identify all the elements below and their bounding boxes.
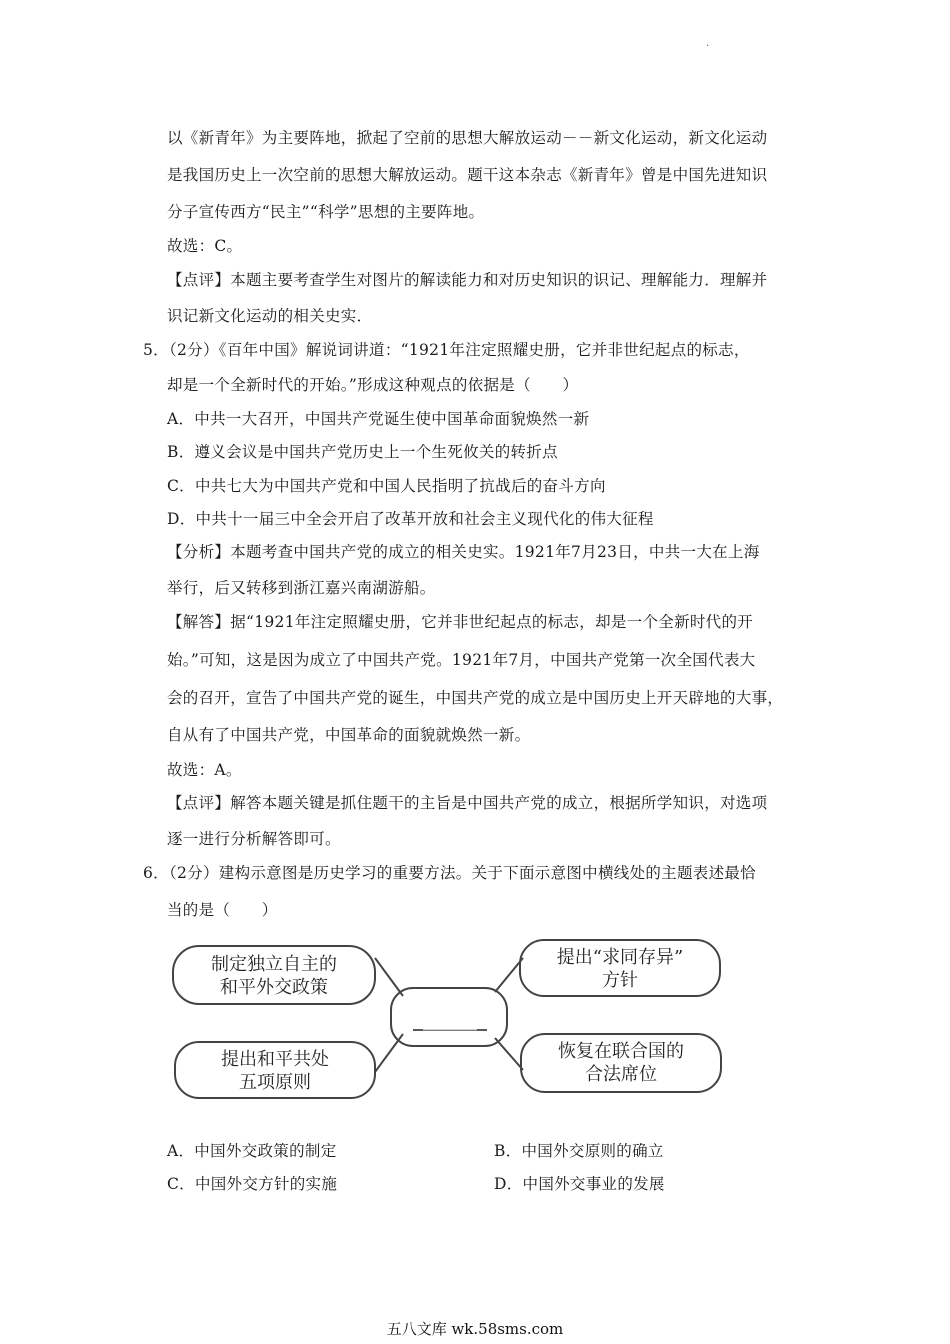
concept-diagram [165,930,735,1115]
footer-watermark: 五八文库 wk.58sms.com [386,1320,564,1338]
question-5-stem: 5．（2分）《百年中国》解说词讲道：“1921年注定照耀史册，它并非世纪起点的标志， [143,341,750,359]
answer-line: 故选：C。 [167,237,243,255]
header-mark: . [706,38,710,49]
top-right-line1: 提出“求同存异” [556,947,684,968]
question-5-stem-cont: 却是一个全新时代的开始。”形成这种观点的依据是（ ） [167,376,579,394]
answer-line: 故选：A。 [167,761,242,779]
question-5-option-a: A．中共一大召开，中国共产党诞生使中国革命面貌焕然一新 [167,410,590,428]
center-blank: ______ [423,1010,477,1031]
top-right-line2: 方针 [602,970,638,991]
top-left-line1: 制定独立自主的 [211,954,337,975]
question-5-option-c: C．中共七大为中国共产党和中国人民指明了抗战后的奋斗方向 [167,477,606,495]
bottom-left-line2: 五项原则 [239,1072,311,1093]
top-left-line2: 和平外交政策 [220,977,328,998]
bottom-right-line2: 合法席位 [585,1064,657,1085]
question-6-option-b: B．中国外交原则的确立 [494,1142,664,1160]
connector-top-right [495,958,523,992]
bottom-left-line1: 提出和平共处 [221,1049,329,1070]
connector-bottom-right [495,1038,523,1070]
text-line: 是我国历史上一次空前的思想大解放运动。题干这本杂志《新青年》曾是中国先进知识 [167,166,768,184]
question-6-option-c: C．中国外交方针的实施 [167,1175,338,1193]
analysis-line: 【分析】本题考查中国共产党的成立的相关史实。1921年7月23日，中共一大在上海 [167,543,760,561]
text-line: 分子宣传西方“民主”“科学”思想的主要阵地。 [167,203,485,221]
question-6-option-a: A．中国外交政策的制定 [167,1142,337,1160]
text-line: 始。”可知，这是因为成立了中国共产党。1921年7月，中国共产党第一次全国代表大 [167,651,756,669]
question-6-option-d: D．中国外交事业的发展 [494,1175,665,1193]
text-line: 会的召开，宣告了中国共产党的诞生，中国共产党的成立是中国历史上开天辟地的大事， [167,689,784,707]
text-line: 以《新青年》为主要阵地，掀起了空前的思想大解放运动－－新文化运动，新文化运动 [167,129,768,147]
question-5-option-b: B．遵义会议是中国共产党历史上一个生死攸关的转折点 [167,443,558,461]
comment-line: 【点评】解答本题关键是抓住题干的主旨是中国共产党的成立，根据所学知识，对选项 [167,794,768,812]
text-line: 自从有了中国共产党，中国革命的面貌就焕然一新。 [167,726,531,744]
text-line: 识记新文化运动的相关史实． [167,307,373,325]
text-line: 逐一进行分析解答即可。 [167,830,341,848]
question-5-option-d: D．中共十一届三中全会开启了改革开放和社会主义现代化的伟大征程 [167,510,654,528]
solution-line: 【解答】据“1921年注定照耀史册，它并非世纪起点的标志，却是一个全新时代的开 [167,613,754,631]
bottom-right-line1: 恢复在联合国的 [558,1041,684,1062]
connector-top-left [375,958,403,996]
question-6-stem-cont: 当的是（ ） [167,901,278,919]
comment-line: 【点评】本题主要考查学生对图片的解读能力和对历史知识的识记、理解能力．理解并 [167,271,768,289]
text-line: 举行，后又转移到浙江嘉兴南湖游船。 [167,579,436,597]
question-6-stem: 6．（2分）建构示意图是历史学习的重要方法。关于下面示意图中横线处的主题表述最恰 [143,864,756,882]
